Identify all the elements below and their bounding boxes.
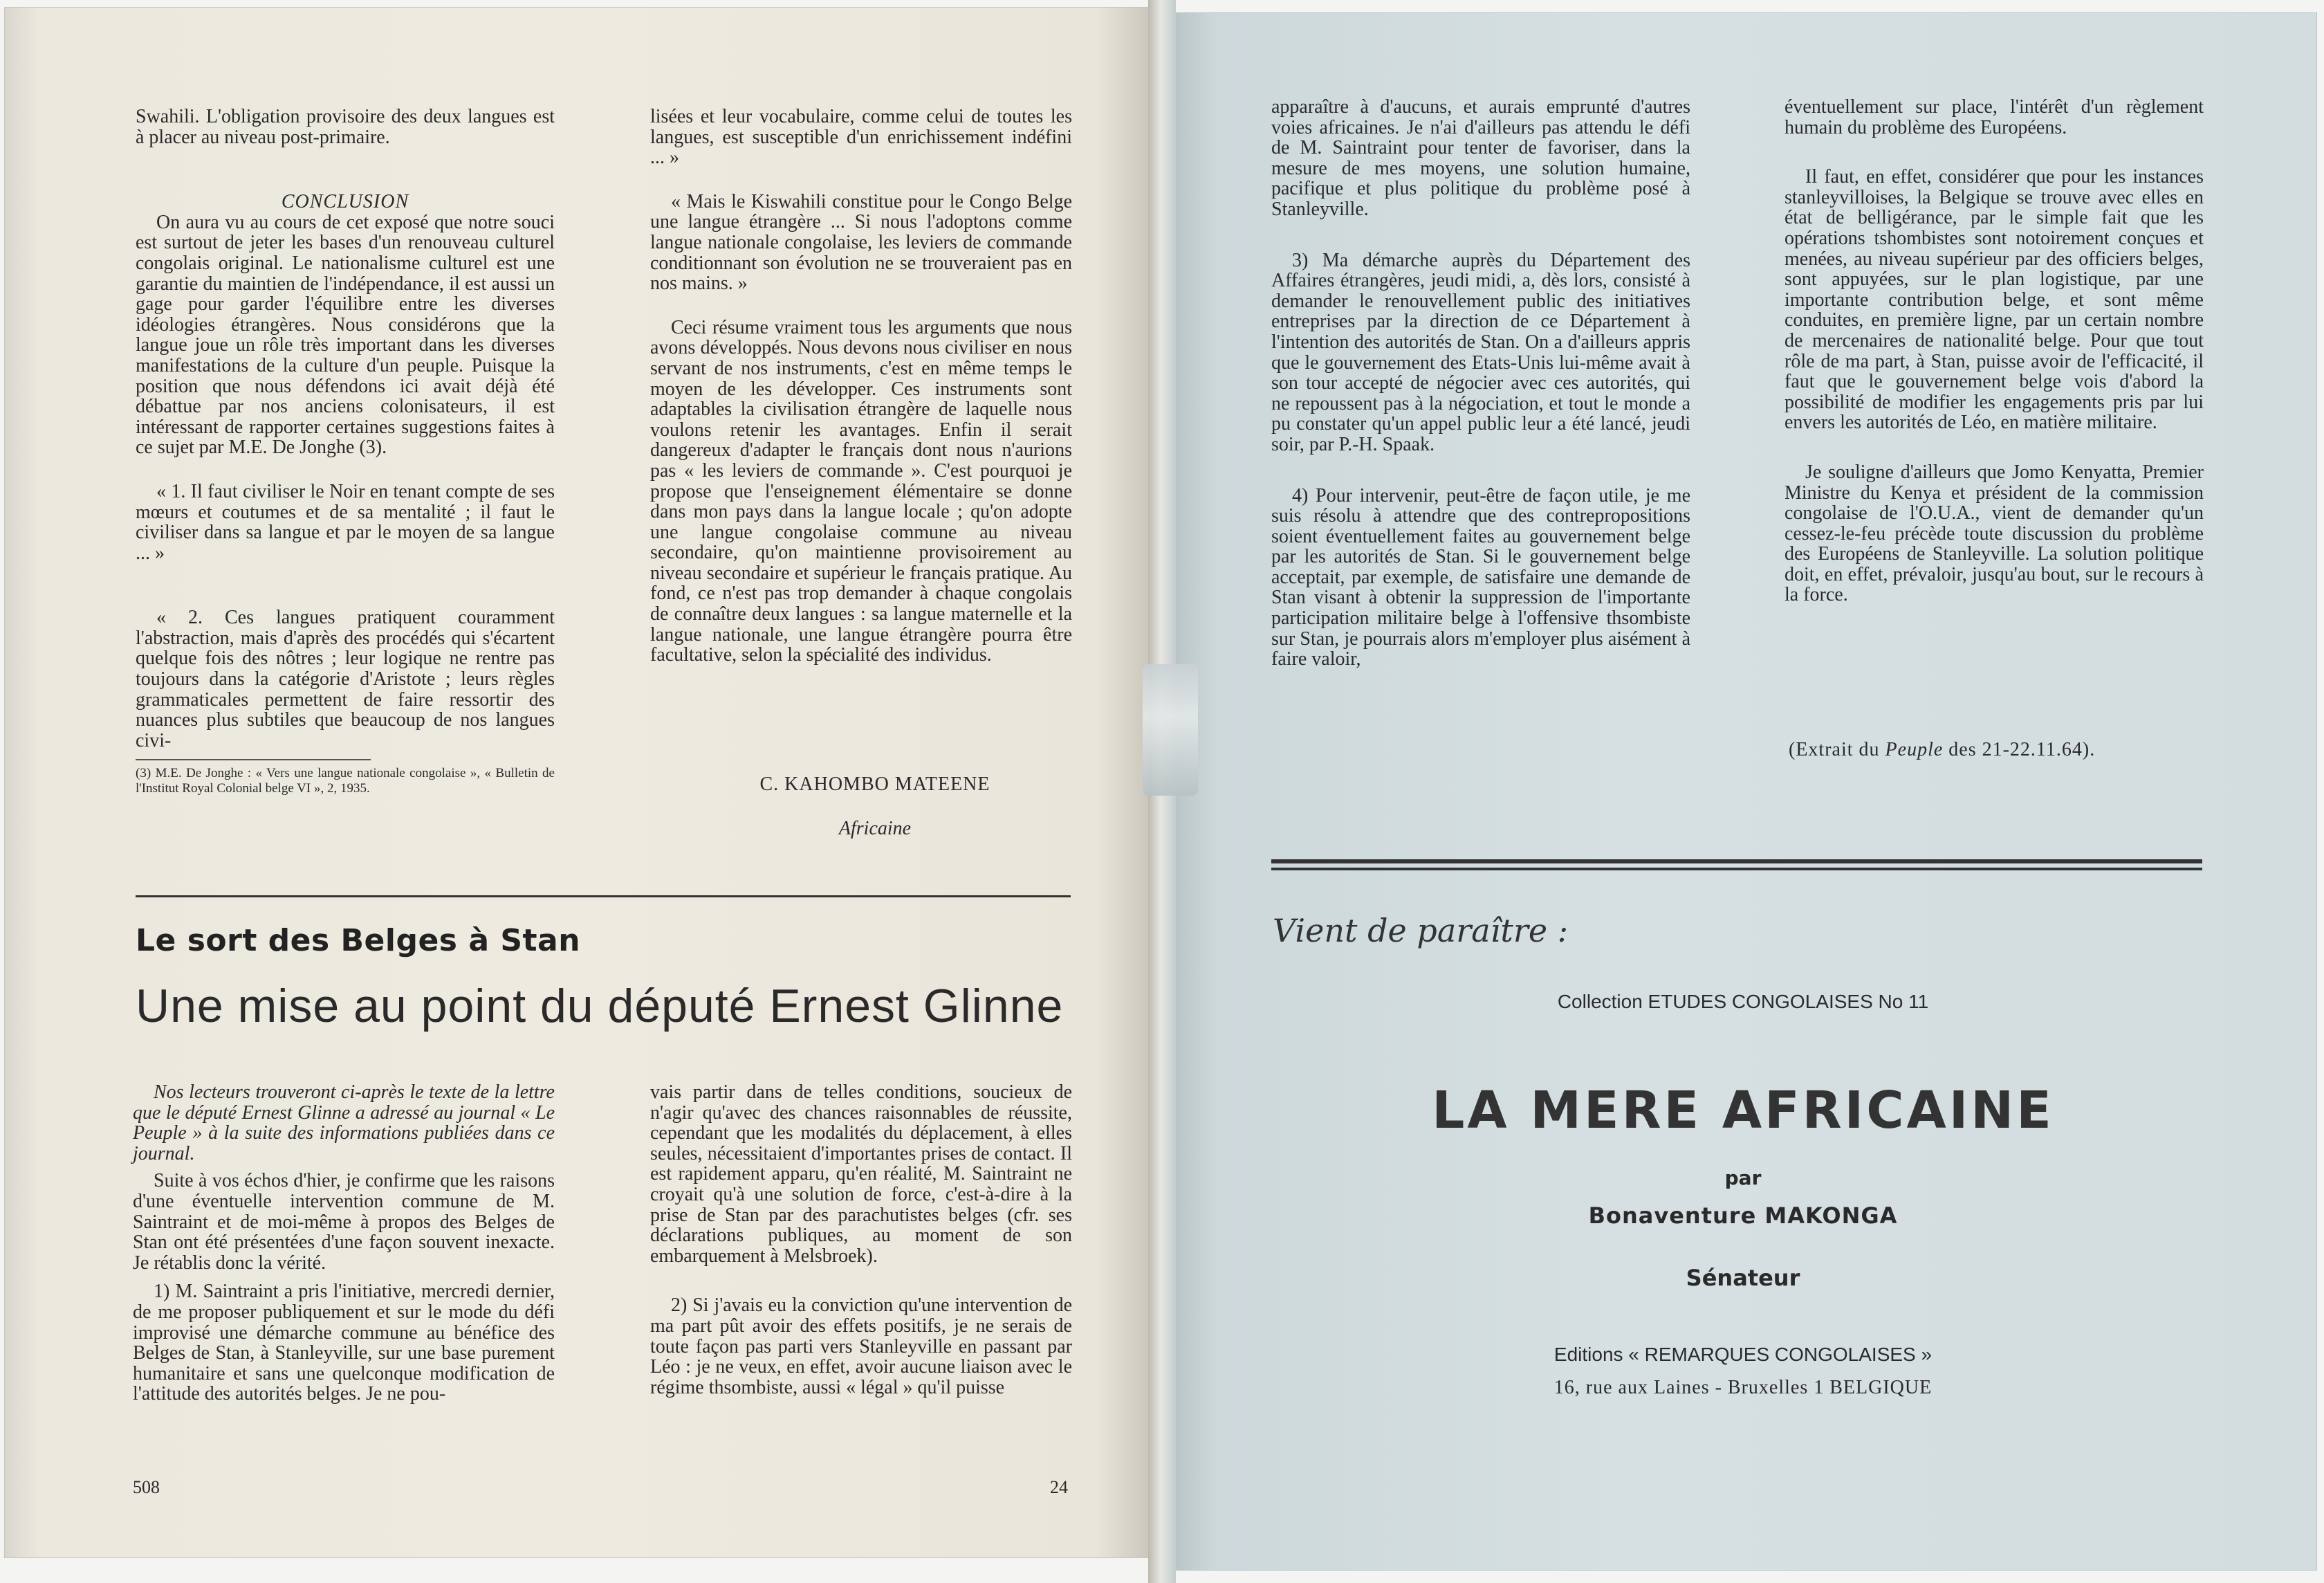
binding-tape <box>1143 664 1198 796</box>
page-number-left: 508 <box>133 1477 160 1497</box>
ad-author-role: Sénateur <box>1686 1265 1800 1291</box>
article-signature: C. KAHOMBO MATEENE <box>759 774 990 795</box>
article-headline: Une mise au point du député Ernest Glinne <box>136 980 1064 1032</box>
paragraph: Suite à vos échos d'hier, je confirme que les raisons d'une éventuelle intervention commune de M. Saintraint et de moi-même à propos des Belges de Stan ont été présentées d'une façon souvent inexacte. Je rétablis donc la vérité. <box>133 1170 555 1274</box>
paragraph: On aura vu au cours de cet exposé que notre souci est surtout de jeter les bases d'un renouveau culturel congolais original. Le nationalisme culturel est une garantie du maintien de l'indépendance, il est aussi un gage pour garder l'équilibre entre les diverses idéologies étrangères. Nous considérons que la langue joue un rôle très important dans les diverses manifestations de la culture d'un peuple. Puisque la position que nous défendons ici avait déjà été débattue par nos anciens colonisateurs, il est intéressant de rapporter certaines suggestions faites à ce sujet par M.E. De Jonghe (3). <box>136 211 555 459</box>
ad-collection: Collection ETUDES CONGOLAISES No 11 <box>1557 991 1929 1012</box>
right-col-2 <box>1784 97 2204 629</box>
section-heading: CONCLUSION <box>281 191 409 213</box>
ad-author: Bonaventure MAKONGA <box>1588 1202 1898 1229</box>
paragraph: lisées et leur vocabulaire, comme celui de toutes les langues, est susceptible d'un enrichissement indéfini ... » <box>650 106 1072 169</box>
left-col-1 <box>136 107 555 820</box>
left-col-2 <box>650 107 1072 689</box>
ad-by: par <box>1724 1166 1762 1189</box>
quote-2: « 2. Ces langues pratiquent couramment l'abstraction, mais d'après des procédés qui s'écartent quelque fois des nôtres ; leur logique ne rentre pas toujours dans la catégorie d'Aristote ; leurs règles grammaticales permettent de faire ressortir des nuances plus subtiles que beaucoup de nos langues civi- <box>136 607 555 751</box>
paragraph: apparaître à d'aucuns, et aurais emprunté d'autres voies africaines. Je n'ai d'ailleurs pas attendu le défi de M. Saintraint pour tenter de favoriser, dans la mesure de mes moyens, une solution humaine, pacifique et plus politique du problème posé à Stanleyville. <box>1271 96 1690 220</box>
left-col-4 <box>650 1082 1072 1421</box>
ad-publisher: Editions « REMARQUES CONGOLAISES » <box>1553 1344 1933 1365</box>
paragraph: Ceci résume vraiment tous les arguments que nous avons développés. Nous devons nous civiliser en nous servant de nos instruments, c'est en même temps le moyen de les développer. Ces instruments sont adaptables la civilisation étrangère de laquelle nous voulons retenir les avantages. Enfin il serait dangereux d'adapter le français dont nous n'aurions pas « les leviers de commande ». C'est pourquoi je propose que l'enseignement élémentaire se donne dans mon pays dans la langue locale ; qu'on adopte une langue congolaise commune au niveau secondaire, qu'on maintienne provisoirement au niveau secondaire et supérieur le français pratique. Au fond, ce n'est pas trop demander à chaque congolais de connaître deux langues : sa langue maternelle et la langue nationale, une langue étrangère pourra être facultative, selon la spécialité des individus. <box>650 316 1072 666</box>
source-citation: (Extrait du Peuple des 21-22.11.64). <box>1789 739 2096 760</box>
quote-1: « 1. Il faut civiliser le Noir en tenant compte de ses mœurs et coutumes et de sa mentalité ; il faut le civiliser dans sa langue et par le moyen de sa langue ... » <box>136 480 555 564</box>
ad-address: 16, rue aux Laines - Bruxelles 1 BELGIQUE <box>1553 1377 1933 1398</box>
ad-heading: Vient de paraître : <box>1273 912 1569 949</box>
paragraph: Swahili. L'obligation provisoire des deux langues est à placer au niveau post-primaire. <box>136 106 555 148</box>
paragraph: Je souligne d'ailleurs que Jomo Kenyatta, Premier Ministre du Kenya et président de la commission congolaise de l'O.U.A., vient de demander qu'un cessez-le-feu précède toute discussion du problème des Européens de Stanleyville. La solution politique doit, en effet, prévaloir, jusqu'au bout, sur le recours à la force. <box>1784 461 2204 606</box>
article-intro: Nos lecteurs trouveront ci-après le texte de la lettre que le député Ernest Glinne a adressé au journal « Le Peuple » à la suite des informations publiées dans ce journal. <box>133 1081 555 1164</box>
signature-publication: Africaine <box>838 818 912 839</box>
page-number-right: 24 <box>1050 1477 1068 1497</box>
paragraph: vais partir dans de telles conditions, soucieux de n'agir qu'avec des chances raisonnables de réussite, cependant que les modalités du déplacement, à elles seules, nécessitaient d'importantes prises de contact. Il est rapidement apparu, qu'en réalité, M. Saintraint ne croyait qu'à une solution de force, c'est-à-dire à la prise de Stan par des parachutistes belges (cfr. ses déclarations publiques, au moment de son embarquement à Melsbroek). <box>650 1081 1072 1267</box>
quote-3: « Mais le Kiswahili constitue pour le Congo Belge une langue étrangère ... Si nous l'adoptons comme langue nationale congolaise, les leviers de commande conditionnant son évolution ne se trouveraient pas en nos mains. » <box>650 190 1072 295</box>
paragraph: 4) Pour intervenir, peut-être de façon utile, je me suis résolu à attendre que des contrepropositions soient éventuellement faites au gouvernement belge par les autorités de Stan. Si le gouvernement belge acceptait, par exemple, de satisfaire une demande de Stan visant à obtenir la suppression de l'importante participation militaire belge à l'offensive thsombiste sur Stan, je pourrais alors m'employer plus aisément à faire valoir, <box>1271 484 1690 670</box>
paragraph: 3) Ma démarche auprès du Département des Affaires étrangères, jeudi midi, a, dès lors, consisté à demander le renouvellement public des initiatives entreprises par la direction de ce Département à l'intention des autorités de Stan. On a d'ailleurs appris que le gouvernement des Etats-Unis lui-même avait à son tour accepté de négocier avec ces autorités, qui ne repoussent pas à la négociation, et tout le monde a pu constater qu'un appel public leur a été lancé, jeudi soir, par P.-H. Spaak. <box>1271 249 1690 455</box>
paragraph: 2) Si j'avais eu la conviction qu'une intervention de ma part pût avoir des effets positifs, je ne serais de toute façon pas parti vers Stanleyville en passant par Léo : je ne veux, en effet, avoir aucune liaison avec le régime thsombiste, aussi « légal » qu'il puisse <box>650 1294 1072 1398</box>
paragraph: éventuellement sur place, l'intérêt d'un règlement humain du problème des Européens. <box>1784 96 2204 138</box>
article-kicker: Le sort des Belges à Stan <box>136 923 581 958</box>
ad-book-title: LA MERE AFRICAINE <box>1432 1081 2054 1140</box>
section-divider <box>136 895 1071 897</box>
right-col-1 <box>1271 97 1690 693</box>
footnote: (3) M.E. De Jonghe : « Vers une langue nationale congolaise », « Bulletin de l'Institut Royal Colonial belge VI », 2, 1935. <box>136 759 371 796</box>
paragraph: Il faut, en effet, considérer que pour les instances stanleyvilloises, la Belgique se trouve avec elles en état de belligérance, par le simple fait que les opérations tshombistes sont notoirement conçues et menées, au niveau supérieur par des officiers belges, sont appuyées, sur le plan logistique, par une importante contribution belge, et sont même conduites, en première ligne, par un certain nombre de mercenaires de nationalité belge. Pour que tout rôle de ma part, à Stan, puisse avoir de l'efficacité, il faut que le gouvernement belge vois d'abord la possibilité de modifier les engagements pris par lui envers les autorités de Léo, en matière militaire. <box>1784 166 2204 434</box>
left-col-3 <box>133 1082 555 1428</box>
ad-double-rule <box>1271 859 2202 870</box>
paragraph: 1) M. Saintraint a pris l'initiative, mercredi dernier, de me proposer publiquement et sur le mode du défi improvisé une démarche commune au bénéfice des Belges de Stan, à Stanleyville, sur une base purement humanitaire et sans une quelconque modification de l'attitude des autorités belges. Je ne pou- <box>133 1281 555 1405</box>
